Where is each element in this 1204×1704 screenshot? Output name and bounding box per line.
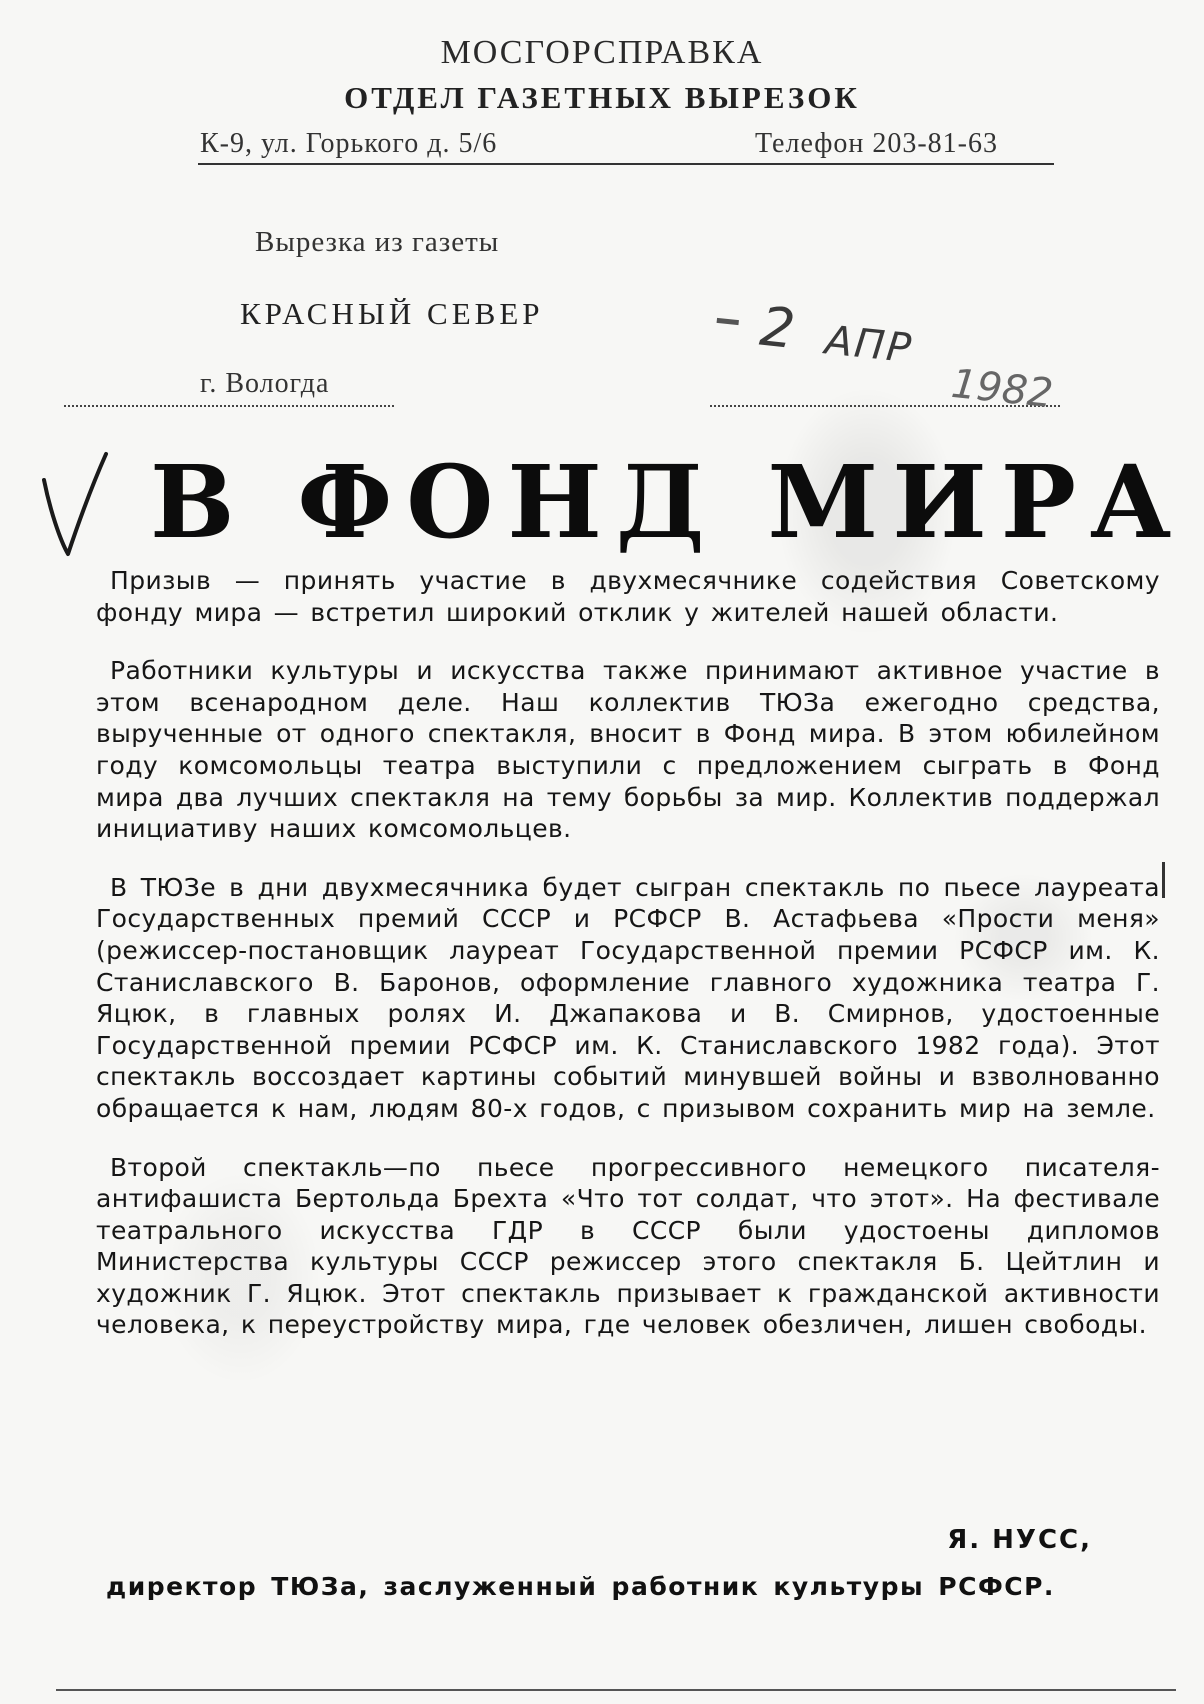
header-department: ОТДЕЛ ГАЗЕТНЫХ ВЫРЕЗОК — [344, 80, 860, 115]
stamp-year: 1982 — [949, 360, 1056, 418]
clipping-label: Вырезка из газеты — [255, 226, 500, 258]
article-headline: В ФОНД МИРА — [150, 443, 1186, 561]
stamp-dash — [717, 318, 739, 325]
article-paragraph: Призыв — принять участие в двухмесячнике содействия Советскому фонду мира — встретил широкий отклик у жителей нашей области. — [96, 566, 1160, 627]
bottom-divider — [56, 1689, 1176, 1691]
margin-mark — [1162, 862, 1165, 898]
header-divider — [198, 163, 1054, 165]
dotted-line-left — [64, 405, 394, 407]
article-body — [96, 565, 1160, 1368]
header-phone: Телефон 203-81-63 — [755, 128, 998, 159]
stamp-month: АПР — [822, 317, 915, 373]
newspaper-city: г. Вологда — [200, 368, 330, 399]
article-paragraph: В ТЮЗе в дни двухмесячника будет сыгран спектакль по пьесе лауреата Государственных премий СССР и РСФСР В. Астафьева «Прости меня» (режиссер-постановщик лауреат Государственной премии РСФСР им. К. Станиславского В. Баронов, оформление главного художника театра Г. Яцюк, в главных ролях И. Джапакова и В. Смирнов, удостоенные Государственной премии РСФСР им. К. Станиславского 1982 года). Этот спектакль воссоздает картины событий минувшей войны и взволнованно обращается к нам, людям 80-х годов, с призывом сохранить мир на земле. — [96, 872, 1160, 1123]
stamp-day: 2 — [757, 294, 798, 361]
article-paragraph: Второй спектакль—по пьесе прогрессивного немецкого писателя-антифашиста Бертольда Брехта «Что тот солдат, что этот». На фестивале театрального искусства ГДР в СССР были удостоены дипломов Министерства культуры СССР режиссер этого спектакля Б. Цейтлин и художник Г. Яцюк. Этот спектакль призывает к гражданской активности человека, к переустройству мира, где человек обезличен, лишен свободы. — [96, 1152, 1160, 1340]
signature-name: Я. НУСС, — [947, 1525, 1092, 1555]
signature-title: директор ТЮЗа, заслуженный работник культуры РСФСР. — [106, 1572, 1055, 1601]
checkmark-icon — [40, 450, 110, 560]
article-paragraph: Работники культуры и искусства также принимают активное участие в этом всенародном деле. Наш коллектив ТЮЗа ежегодно средства, вырученные от одного спектакля, вносит в Фонд мира. В этом юбилейном году комсомольцы театра выступили с предложением сыграть в Фонд мира два лучших спектакля на тему борьбы за мир. Коллектив поддержал инициативу наших комсомольцев. — [96, 656, 1160, 844]
date-stamp — [706, 290, 1078, 457]
header-address: К-9, ул. Горького д. 5/6 — [200, 128, 498, 159]
newspaper-name: КРАСНЫЙ СЕВЕР — [240, 296, 544, 331]
header-organization: МОСГОРСПРАВКА — [440, 34, 764, 71]
